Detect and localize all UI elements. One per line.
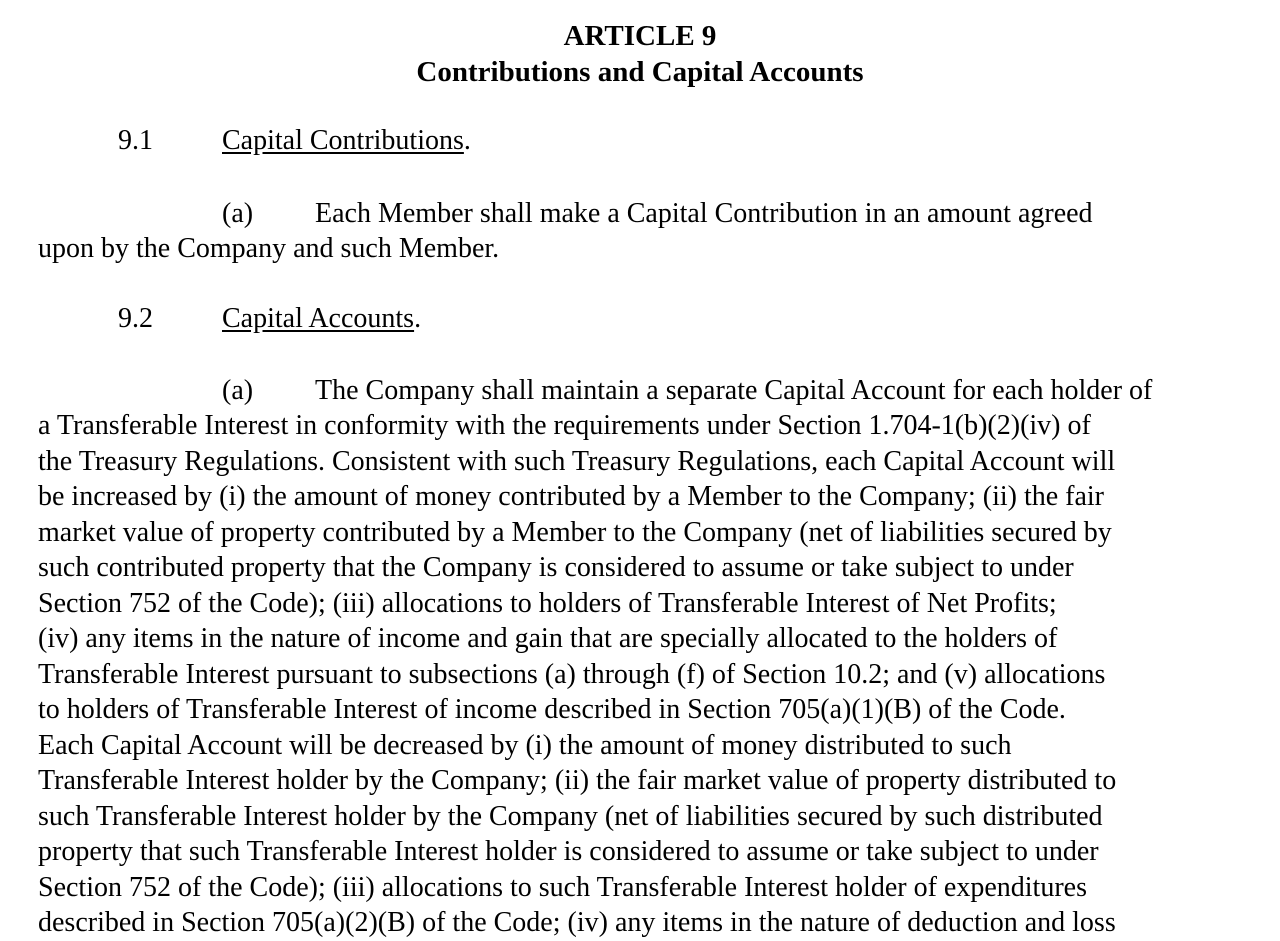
article-number: ARTICLE 9 <box>563 20 717 52</box>
section-9-2-a-line: property that such Transferable Interest holder is considered to assume or take subject to under <box>38 836 1099 867</box>
section-9-1-heading <box>222 123 471 159</box>
section-9-2-title: Capital Accounts <box>222 303 415 334</box>
section-9-1-a-line: upon by the Company and such Member. <box>38 233 500 264</box>
section-9-2-a-line: (iv) any items in the nature of income and gain that are specially allocated to the holders of <box>38 623 1058 654</box>
section-9-2-a-line: Transferable Interest holder by the Company; (ii) the fair market value of property distributed to <box>38 765 1117 796</box>
section-9-1-title-punct: . <box>463 125 471 156</box>
section-9-2-a-label: (a) <box>222 375 254 406</box>
section-9-2-a-line: described in Section 705(a)(2)(B) of the Code; (iv) any items in the nature of deduction and loss <box>38 907 1116 938</box>
section-9-2-a-line: Section 752 of the Code); (iii) allocations to such Transferable Interest holder of expenditures <box>38 872 1087 903</box>
section-9-1-title: Capital Contributions <box>222 125 464 156</box>
section-9-2-a-line: the Treasury Regulations. Consistent with such Treasury Regulations, each Capital Account will <box>38 446 1116 477</box>
section-9-2-a-line: such contributed property that the Company is considered to assume or take subject to under <box>38 552 1074 583</box>
section-9-2-a-line: a Transferable Interest in conformity with the requirements under Section 1.704-1(b)(2)(iv) of <box>38 410 1091 441</box>
section-9-2-title-punct: . <box>414 303 422 334</box>
section-9-2-heading <box>222 301 421 337</box>
section-9-2-a-line: Section 752 of the Code); (iii) allocations to holders of Transferable Interest of Net Profits; <box>38 588 1057 619</box>
section-9-2-a-line: market value of property contributed by a Member to the Company (net of liabilities secured by <box>38 517 1112 548</box>
article-title: Contributions and Capital Accounts <box>416 56 864 88</box>
section-9-2-a-line: Transferable Interest pursuant to subsections (a) through (f) of Section 10.2; and (v) allocations <box>38 659 1106 690</box>
section-9-1-number: 9.1 <box>118 125 153 156</box>
section-9-2-a-line: to holders of Transferable Interest of income described in Section 705(a)(1)(B) of the Code. <box>38 694 1066 725</box>
section-9-2-a-line: Each Capital Account will be decreased by (i) the amount of money distributed to such <box>38 730 1012 761</box>
section-9-2-a-line: such Transferable Interest holder by the Company (net of liabilities secured by such distributed <box>38 801 1103 832</box>
section-9-2-a-first-line: The Company shall maintain a separate Capital Account for each holder of <box>315 375 1153 406</box>
section-9-1-a-first-line: Each Member shall make a Capital Contribution in an amount agreed <box>315 198 1093 229</box>
section-9-1-a-label: (a) <box>222 198 254 229</box>
section-9-2-number: 9.2 <box>118 303 153 334</box>
section-9-2-a-line: be increased by (i) the amount of money contributed by a Member to the Company; (ii) the fair <box>38 481 1105 512</box>
